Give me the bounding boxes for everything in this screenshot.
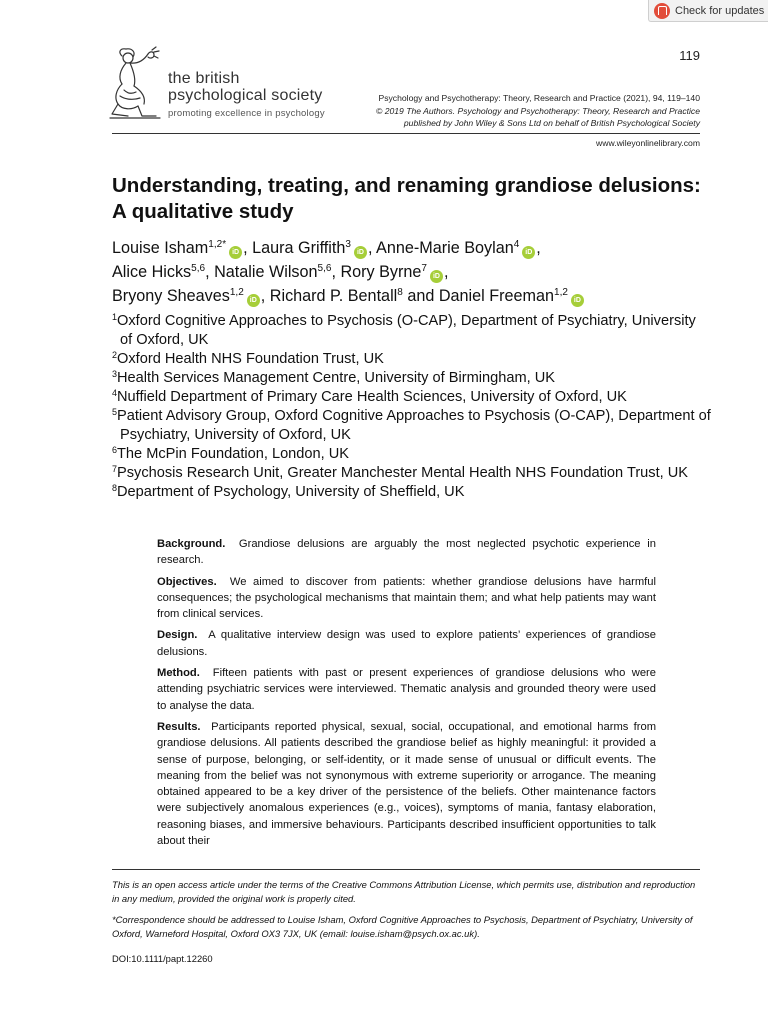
author[interactable] [214, 263, 331, 281]
publisher-tagline: promoting excellence in psychology [168, 108, 325, 119]
license-note: This is an open access article under the terms of the Creative Commons Attribution License, which permits use, distribution and reproduction in any medium, provided the original work is properly cited. [112, 879, 696, 904]
orcid-icon[interactable]: iD [430, 270, 443, 283]
affiliation: $^8$Department of Psychology, University of Sheffield, UK [112, 483, 465, 500]
author-affiliation-ref: 7 [421, 263, 427, 274]
abstract [157, 536, 656, 854]
author-name: Bryony Sheaves [112, 287, 230, 305]
author-affiliation-ref: 5,6 [191, 263, 206, 274]
footnotes [112, 878, 700, 948]
abstract-section-design [157, 627, 656, 660]
author-conjunction: and [407, 287, 435, 305]
doi-link[interactable]: DOI:10.1111/papt.12260 [112, 953, 213, 964]
abstract-section-background [157, 536, 656, 569]
author-name: Alice Hicks [112, 263, 192, 281]
author-affiliation-ref: 1,2 [554, 287, 568, 298]
orcid-icon[interactable]: iD [522, 246, 535, 259]
journal-published-by: published by John Wiley & Sons Ltd on behalf of British Psychological Society [403, 118, 700, 128]
abstract-text: We aimed to discover from patients: whether grandiose delusions have harmful consequences; the psychological mechanisms that maintain them; and what help patients may want from clinical services. [157, 575, 656, 621]
abstract-section-objectives [157, 574, 656, 623]
abstract-heading: Objectives. [157, 575, 217, 588]
author-name: Daniel Freeman [438, 287, 555, 305]
author[interactable] [340, 263, 444, 281]
affiliation: $^3$Health Services Management Centre, University of Birmingham, UK [112, 369, 555, 386]
author-name: Laura Griffith [252, 239, 346, 257]
affiliation: $^7$Psychosis Research Unit, Greater Manchester Mental Health NHS Foundation Trust, UK [112, 464, 689, 481]
journal-info [376, 92, 700, 130]
check-for-updates-button[interactable] [648, 0, 768, 22]
author-list: Louise Isham$^{1,2*}$iD , Laura Griffith$^3$iD , Anne-Marie Boylan$^4$iD , Alice Hicks$^{5,6}$, Natalie Wilson$^{5,6}$, Rory Byrne$^7$iD , Bryony Sheaves$^{1,2}$iD , Richard P. Bentall$^8$ and Daniel Freeman$^{1,2}$iD [112, 236, 712, 308]
author-name: Louise Isham [112, 239, 209, 257]
author-affiliation-ref: 1,2 [229, 287, 244, 298]
header-divider [112, 133, 700, 134]
orcid-icon[interactable]: iD [354, 246, 367, 259]
publisher-logo [106, 46, 346, 130]
journal-copyright: © 2019 The Authors. Psychology and Psychotherapy: Theory, Research and Practice [376, 105, 700, 116]
journal-website-link[interactable]: www.wileyonlinelibrary.com [596, 138, 700, 148]
author[interactable] [252, 239, 368, 257]
abstract-heading: Results. [157, 720, 201, 733]
affiliation-list [112, 312, 712, 502]
bps-figure-logo [108, 46, 164, 122]
publisher-name-line1: the british [168, 70, 240, 87]
author[interactable] [112, 239, 243, 257]
abstract-section-method [157, 665, 656, 714]
author-affiliation-ref: 1,2* [208, 239, 227, 250]
author[interactable] [270, 287, 403, 305]
author-affiliation-ref: 3 [345, 239, 351, 250]
abstract-section-results [157, 719, 656, 849]
abstract-heading: Background. [157, 538, 226, 550]
page-number: 119 [679, 48, 700, 63]
author[interactable] [112, 263, 205, 281]
journal-citation: Psychology and Psychotherapy: Theory, Research and Practice (2021), 94, 119–140 [378, 93, 700, 103]
author[interactable] [376, 239, 536, 257]
affiliation: $^6$The McPin Foundation, London, UK [112, 445, 350, 462]
affiliation: $^1$Oxford Cognitive Approaches to Psychosis (O-CAP), Department of Psychiatry, University of Oxford, UK [112, 312, 696, 348]
author-name: Anne-Marie Boylan [376, 239, 514, 257]
author-name: Rory Byrne [340, 263, 422, 281]
publisher-name-line2: psychological society [168, 87, 323, 104]
abstract-heading: Design. [157, 629, 198, 642]
crossmark-icon [654, 3, 670, 19]
author-name: Richard P. Bentall [269, 287, 398, 305]
affiliation: $^2$Oxford Health NHS Foundation Trust, UK [112, 350, 384, 367]
abstract-text: Grandiose delusions are arguably the most neglected psychotic experience in research. [157, 538, 656, 567]
correspondence-note: *Correspondence should be addressed to Louise Isham, Oxford Cognitive Approaches to Psychosis, Department of Psychiatry, University of Oxford, Warneford Hospital, Oxford OX3 7JX, UK (email: louise.isham@psych.ox.ac.uk). [112, 914, 693, 939]
check-for-updates-label: Check for updates [675, 4, 765, 17]
author[interactable] [439, 287, 585, 305]
affiliation: $^5$Patient Advisory Group, Oxford Cognitive Approaches to Psychosis (O-CAP), Department of Psychiatry, University of Oxford, UK [112, 407, 711, 443]
abstract-text: Fifteen patients with past or present experiences of grandiose delusions who were attending psychiatric services were interviewed. Thematic analysis and grounded theory were used to analyse the data. [157, 667, 656, 712]
author-name: Natalie Wilson [214, 263, 318, 281]
affiliation: $^4$Nuffield Department of Primary Care Health Sciences, University of Oxford, UK [112, 388, 627, 405]
author[interactable] [112, 287, 261, 305]
author-affiliation-ref: 8 [397, 287, 403, 298]
orcid-icon[interactable]: iD [571, 294, 584, 307]
orcid-icon[interactable]: iD [229, 246, 242, 259]
author-affiliation-ref: 5,6 [317, 263, 332, 274]
publisher-name [168, 70, 323, 104]
abstract-text: Participants reported physical, sexual, social, occupational, and emotional harms from grandiose delusions. All patients described the grandiose belief as highly meaningful: it provided a sense of purpose, belonging, or self-identity, or it made sense of unusual or difficult events. The meaning from the belief was not synonymous with extreme superiority or arrogance. The meaning obtained appeared to be a key driver of the persistence of the beliefs. Other maintenance factors were subjectively anomalous experiences (e.g., voices), symptoms of mania, fantasy elaboration, reasoning biases, and immersive behaviours. Participants described insufficient opportunities to talk about their [157, 720, 657, 848]
abstract-heading: Method. [157, 667, 200, 680]
orcid-icon[interactable]: iD [247, 294, 260, 307]
author-affiliation-ref: 4 [513, 239, 520, 250]
footnote-divider [112, 869, 700, 870]
article-title: Understanding, treating, and renaming grandiose delusions: A qualitative study [112, 174, 701, 223]
abstract-text: A qualitative interview design was used to explore patients’ experiences of grandiose delusions. [157, 629, 656, 658]
